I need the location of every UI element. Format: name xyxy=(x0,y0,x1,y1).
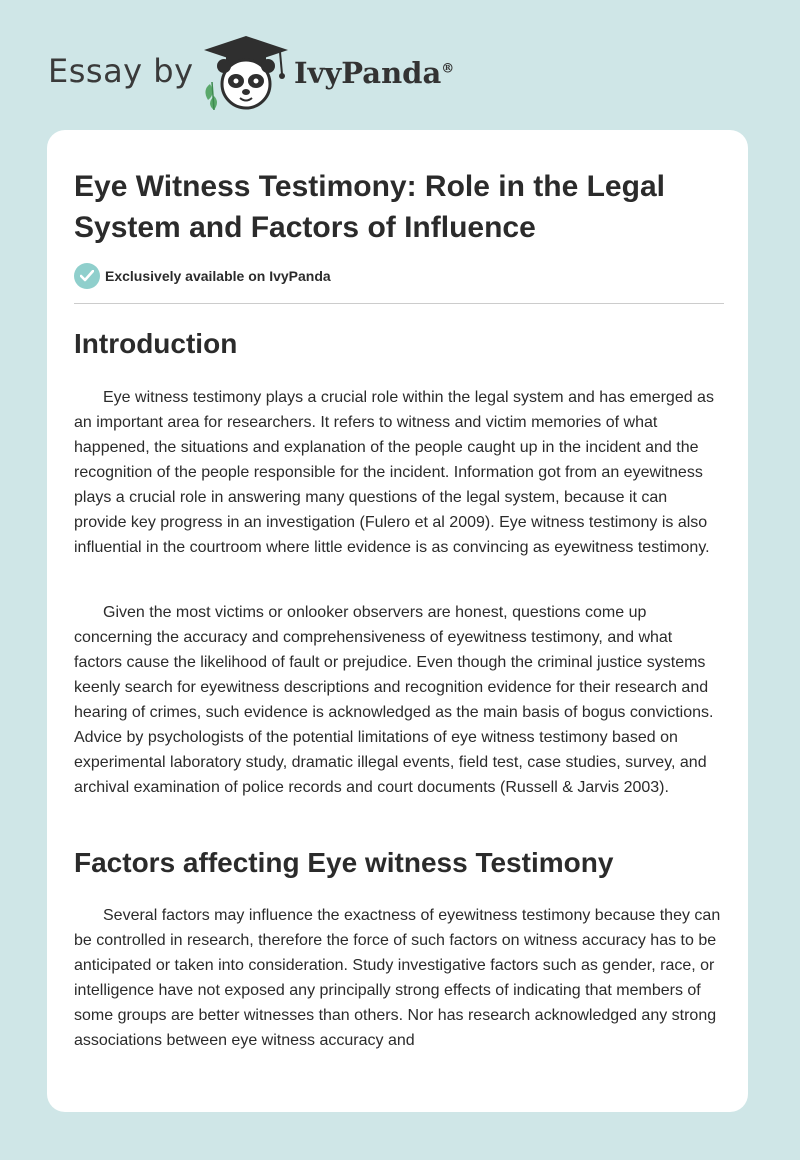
essay-by-label: Essay by xyxy=(48,52,194,90)
brand-text: IvyPanda xyxy=(294,56,442,90)
paragraph: Eye witness testimony plays a crucial role within the legal system and has emerged as an important area for researchers. It refers to witness and victim memories of what happened, the situations and explanation of the people caught up in the incident and the recognition of the people responsible for the incident. Information got from an eyewitness plays a crucial role in answering many questions of the legal system, because it can provide key progress in an investigation (Fulero et al 2009). Eye witness testimony is also influential in the courtroom where little evidence is as convincing as eyewitness testimony. xyxy=(74,389,714,556)
section-heading-factors: Factors affecting Eye witness Testimony xyxy=(74,847,614,878)
registered-mark: ® xyxy=(441,61,455,77)
brand-name[interactable] xyxy=(294,56,454,90)
panda-logo-icon[interactable] xyxy=(200,34,292,110)
exclusive-badge xyxy=(74,262,331,290)
site-header xyxy=(0,0,800,130)
section-heading-introduction: Introduction xyxy=(74,328,238,359)
paragraph: Several factors may influence the exactness of eyewitness testimony because they can be controlled in research, therefore the force of such factors on witness accuracy has to be anticipated or taken into consideration. Study investigative factors such as gender, race, or intelligence have not exposed any principally strong effects of indicating that members of some groups are better witnesses than others. Nor has research acknowledged any strong associations between eye witness accuracy and xyxy=(74,907,721,1049)
paragraph: Given the most victims or onlooker observers are honest, questions come up concerning the accuracy and comprehensiveness of eyewitness testimony, and what factors cause the likelihood of fault or prejudice. Even though the criminal justice systems keenly search for eyewitness descriptions and recognition evidence for their research and hearing of crimes, such evidence is acknowledged as the main basis of bogus convictions. Advice by psychologists of the potential limitations of eye witness testimony based on experimental laboratory study, dramatic illegal events, field test, case studies, survey, and archival examination of police records and court documents (Russell & Jarvis 2003). xyxy=(74,604,714,796)
divider xyxy=(74,303,724,304)
check-circle-icon xyxy=(74,263,100,289)
essay-card xyxy=(47,130,748,1112)
exclusive-label: Exclusively available on IvyPanda xyxy=(105,268,331,284)
page-title: Eye Witness Testimony: Role in the Legal System and Factors of Influence xyxy=(74,170,665,244)
